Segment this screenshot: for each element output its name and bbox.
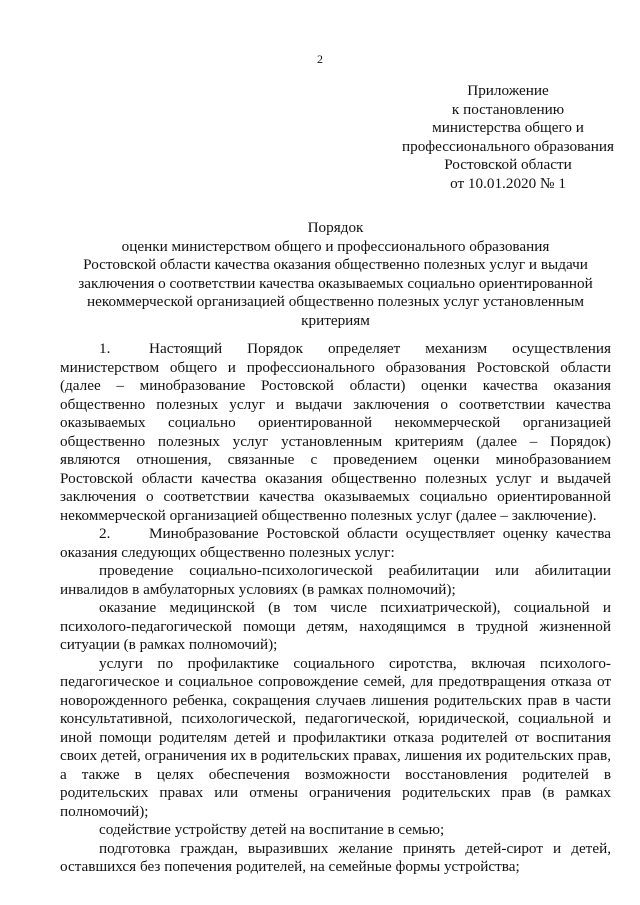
appendix-header [392,82,624,194]
appendix-line: Приложение [467,82,549,99]
service-item-guardian-training: подготовка граждан, выразивших желание принять детей-сирот и детей, оставшихся без попечения родителей, на семейные формы устройства; [60,839,611,875]
paragraph-text: Настоящий Порядок определяет механизм осуществления министерством общего и профессионального образования Ростовской области (далее – минобразование Ростовской области) оценки качества оказания общественно полезных услуг и выдачи заключения о соответствии качества оказываемых социально ориентированной некоммерческой организацией общественно полезных услуг установленным критериям (далее – Порядок) являются отношения, связанные с проведением оценки минобразованием Ростовской области качества оказания общественно полезных услуг и выдачей заключения о соответствии качества оказываемых социально ориентированной некоммерческой организацией общественно полезных услуг (далее – заключение). [60,340,611,524]
title-line: оценки министерством общего и профессионального образования [121,237,550,255]
service-item-rehabilitation: проведение социально-психологической реабилитации или абилитации инвалидов в амбулаторных условиях (в рамках полномочий); [60,562,611,598]
title-line: некоммерческой организацией общественно полезных услуг установленным [87,293,584,311]
document-title [60,219,611,331]
appendix-line: к постановлению [451,100,565,118]
paragraph-number: 1. [99,340,111,357]
document-body [60,340,611,877]
appendix-line: от 10.01.2020 № 1 [450,174,566,192]
title-line: Порядок [307,219,364,236]
service-item-orphanhood-prevention: услуги по профилактике социального сиротства, включая психолого-педагогическое и социальное сопровождение семей, для предотвращения отказа от новорожденного ребенка, сокращения случаев лишения родительских прав в части консультативной, психологической, педагогической, юридической, социальной и иной помощи родителям детей и профилактики отказа родителей от воспитания своих детей, ограничения их в родительских правах, лишения их родительских прав, а также в целях обеспечения возможности восстановления родителей в родительских правах или отмены ограничения родительских прав (в рамках полномочий); [60,654,611,820]
paragraph-text: Минобразование Ростовской области осуществляет оценку качества оказания следующих общественно полезных услуг: [60,525,611,561]
appendix-line: Ростовской области [444,156,572,174]
title-line: заключения о соответствии качества оказываемых социально ориентированной [78,274,593,292]
title-line: Ростовской области качества оказания общественно полезных услуг и выдачи [83,256,588,274]
appendix-line: министерства общего и [432,119,584,137]
title-line: критериям [301,311,370,329]
page-number: 2 [317,52,323,66]
service-item-medical-help: оказание медицинской (в том числе психиатрической), социальной и психолого-педагогической помощи детям, находящимся в трудной жизненной ситуации (в рамках полномочий); [60,599,611,653]
paragraph-2 [60,525,611,562]
paragraph-1 [60,340,611,525]
appendix-line: профессионального образования [401,137,615,155]
paragraph-number: 2. [99,525,111,542]
service-item-family-placement: содействие устройству детей на воспитание в семью; [99,821,445,838]
